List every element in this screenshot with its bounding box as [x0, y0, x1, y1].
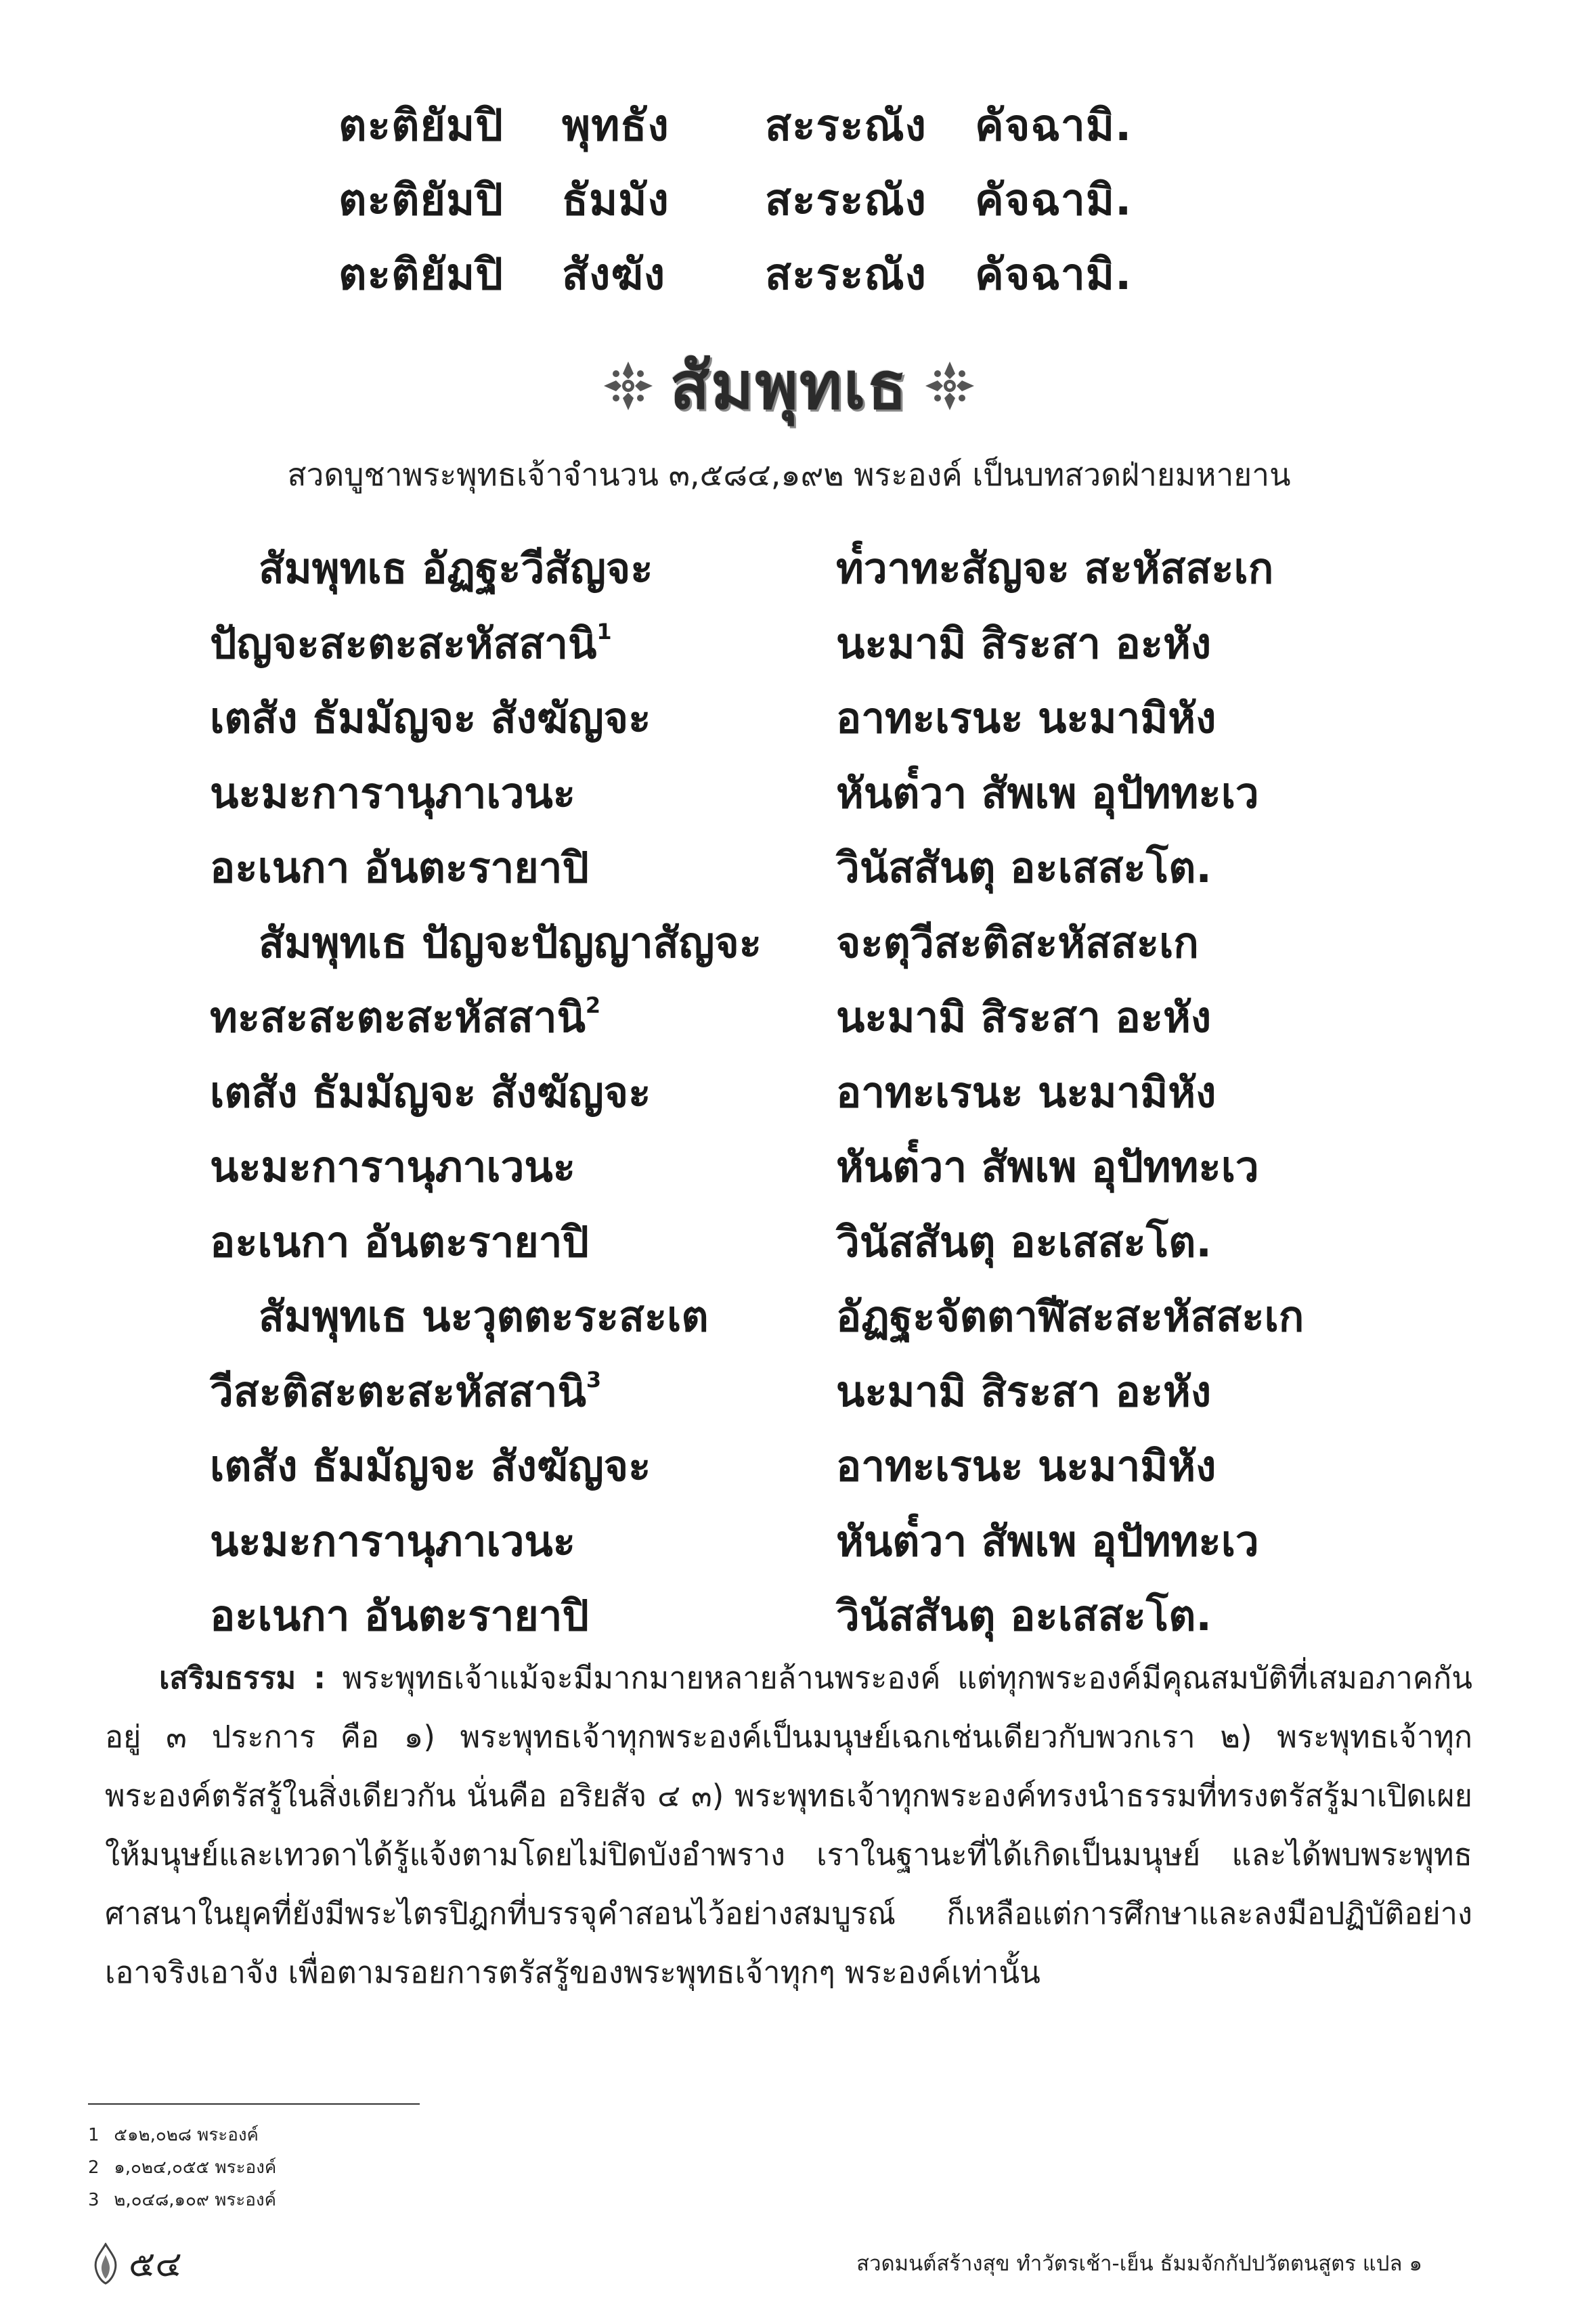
verse-row [210, 1355, 1428, 1430]
verse-left [210, 1433, 836, 1499]
title-row [0, 342, 1578, 430]
footnote-number: 1 [88, 2125, 100, 2145]
verse-right-text: อาทะเรนะ นะมามิหัง [836, 1067, 1217, 1117]
commentary-text: พระพุทธเจ้าแม้จะมีมากมายหลายล้านพระองค์ แต่ทุกพระองค์มีคุณสมบัติที่เสมอภาคกันอยู่ ๓ ประการ คือ ๑) พระพุทธเจ้าทุกพระองค์เป็นมนุษย์เฉกเช่นเดียวกับพวกเรา ๒) พระพุทธเจ้าทุกพระองค์ตรัสรู้ในสิ่งเดียวกัน นั่นคือ อริยสัจ ๔ ๓) พระพุทธเจ้าทุกพระองค์ทรงนำธรรมที่ทรงตรัสรู้มาเปิดเผยให้มนุษย์และเทวดาได้รู้แจ้งตามโดยไม่ปิดบังอำพราง เราในฐานะที่ได้เกิดเป็นมนุษย์ และได้พบพระพุทธศาสนาในยุคที่ยังมีพระไตรปิฎกที่บรรจุคำสอนไว้อย่างสมบูรณ์ ก็เหลือแต่การศึกษาและลงมือปฏิบัติอย่างเอาจริงเอาจัง เพื่อตามรอยการตรัสรู้ของพระพุทธเจ้าทุกๆ พระองค์เท่านั้น [105, 1660, 1472, 1990]
verse-left-text: เตสัง ธัมมัญจะ สังฆัญจะ [210, 693, 651, 743]
refuge-word: สังฆัง [562, 250, 666, 300]
verse-left [210, 1134, 836, 1200]
footnote-text: ๑,๐๒๔,๐๕๕ พระองค์ [114, 2157, 277, 2178]
verse-left-text: ปัญจะสะตะสะหัสสานิ [210, 618, 597, 668]
verse-left [210, 1059, 836, 1126]
refuge-word: ธัมมัง [562, 175, 670, 225]
verse-row [210, 681, 1428, 756]
flame-ornament-icon [88, 2243, 123, 2285]
footnote-marker: 3 [586, 1366, 602, 1393]
refuge-word: ตะติยัมปิ [338, 101, 504, 151]
footnote [88, 2184, 276, 2216]
refuge-word: พุทธัง [562, 101, 670, 151]
verse-left-text: อะเนกา อันตะรายาปิ [210, 1591, 589, 1641]
verse-right-text: หันต๎วา สัพเพ อุปัททะเว [836, 768, 1259, 818]
verse-row [210, 980, 1428, 1055]
verse-row [210, 607, 1428, 682]
verse-right-text: นะมามิ สิระสา อะหัง [836, 618, 1212, 668]
verse-left-text: สัมพุทเธ อัฏฐะวีสัญจะ [259, 544, 653, 594]
verse-left-text: วีสะติสะตะสะหัสสานิ [210, 1366, 586, 1416]
verse-row [210, 1429, 1428, 1504]
verse-left-text: นะมะการานุภาเวนะ [210, 1516, 576, 1566]
commentary-label: เสริมธรรม : [159, 1660, 326, 1696]
verse-row [210, 1279, 1428, 1355]
verse-left [210, 535, 836, 602]
refuge-word: คัจฉามิ. [975, 175, 1133, 225]
refuge-line [338, 88, 1151, 162]
commentary [105, 1648, 1472, 2002]
verse-right-text: วินัสสันตุ อะเสสะโต. [836, 1591, 1212, 1641]
refuge-line [338, 237, 1151, 311]
footnote-number: 2 [88, 2157, 100, 2178]
footnote-divider [88, 2103, 420, 2105]
running-footer: สวดมนต์สร้างสุข ทำวัตรเช้า-เย็น ธัมมจักกัปปวัตตนสูตร แปล ๑ [856, 2252, 1422, 2276]
footnote [88, 2151, 276, 2184]
verse-row [210, 1205, 1428, 1280]
refuge-line [338, 162, 1151, 237]
footnotes [88, 2119, 276, 2216]
verse-left-text: นะมะการานุภาเวนะ [210, 768, 576, 818]
lotus-ornament-icon [601, 359, 655, 413]
verse-row [210, 1579, 1428, 1654]
verse-row [210, 756, 1428, 831]
verse-left [210, 611, 836, 677]
verse-right-text: หันต๎วา สัพเพ อุปัททะเว [836, 1516, 1259, 1566]
footnote-text: ๒,๐๔๘,๑๐๙ พระองค์ [114, 2190, 276, 2210]
verse-right-text: นะมามิ สิระสา อะหัง [836, 992, 1212, 1043]
verse-right-text: อาทะเรนะ นะมามิหัง [836, 693, 1217, 743]
refuge-word: คัจฉามิ. [975, 101, 1133, 151]
verse-right-text: อาทะเรนะ นะมามิหัง [836, 1441, 1217, 1491]
verse-left-text: นะมะการานุภาเวนะ [210, 1142, 576, 1192]
verse-left-text: อะเนกา อันตะรายาปิ [210, 843, 589, 893]
chant-verses [210, 531, 1428, 1654]
verse-left [210, 835, 836, 901]
page-title: สัมพุทเธ [670, 348, 908, 424]
refuge-word: สะระณัง [765, 101, 927, 151]
page-number [88, 2235, 182, 2292]
page-number-text: ๕๔ [129, 2244, 182, 2285]
verse-right-text: ท๎วาทะสัญจะ สะหัสสะเก [836, 544, 1274, 594]
footnote-marker: 2 [585, 992, 601, 1019]
verse-row [210, 906, 1428, 981]
refuge-word: ตะติยัมปิ [338, 175, 504, 225]
verse-right-text: นะมามิ สิระสา อะหัง [836, 1366, 1212, 1416]
verse-right-text: จะตุวีสะติสะหัสสะเก [836, 917, 1199, 967]
refuge-word: สะระณัง [765, 175, 927, 225]
refuge-word: สะระณัง [765, 250, 927, 300]
verse-row [210, 831, 1428, 906]
footnote-number: 3 [88, 2190, 100, 2210]
verse-right-text: หันต๎วา สัพเพ อุปัททะเว [836, 1142, 1259, 1192]
verse-left [210, 984, 836, 1051]
verse-left [210, 1508, 836, 1575]
verse-left-text: เตสัง ธัมมัญจะ สังฆัญจะ [210, 1441, 651, 1491]
verse-row [210, 1055, 1428, 1131]
verse-left-text: เตสัง ธัมมัญจะ สังฆัญจะ [210, 1067, 651, 1117]
verse-row [210, 1504, 1428, 1579]
verse-left [210, 1209, 836, 1275]
verse-left-text: สัมพุทเธ นะวุตตะระสะเต [259, 1292, 709, 1342]
verse-left-text: อะเนกา อันตะรายาปิ [210, 1216, 589, 1267]
verse-left [210, 1583, 836, 1649]
verse-row [210, 1130, 1428, 1205]
footnote [88, 2119, 276, 2151]
verse-row [210, 531, 1428, 607]
refuge-word: คัจฉามิ. [975, 250, 1133, 300]
verse-left [210, 910, 836, 976]
verse-left [210, 685, 836, 751]
verse-left-text: ทะสะสะตะสะหัสสานิ [210, 992, 586, 1043]
footnote-marker: 1 [596, 618, 612, 644]
verse-left [210, 1359, 836, 1425]
subtitle: สวดบูชาพระพุทธเจ้าจำนวน ๓,๕๘๔,๑๙๒ พระองค์ เป็นบทสวดฝ่ายมหายาน [287, 456, 1291, 493]
verse-right-text: อัฏฐะจัตตาฬีสะสะหัสสะเก [836, 1292, 1305, 1342]
refuge-word: ตะติยัมปิ [338, 250, 504, 300]
lotus-ornament-icon [923, 359, 977, 413]
refuge-verses [338, 88, 1151, 311]
footnote-text: ๕๑๒,๐๒๘ พระองค์ [114, 2125, 259, 2145]
verse-right-text: วินัสสันตุ อะเสสะโต. [836, 1216, 1212, 1267]
verse-left [210, 1284, 836, 1350]
verse-left [210, 760, 836, 827]
verse-right-text: วินัสสันตุ อะเสสะโต. [836, 843, 1212, 893]
verse-left-text: สัมพุทเธ ปัญจะปัญญาสัญจะ [259, 917, 762, 967]
